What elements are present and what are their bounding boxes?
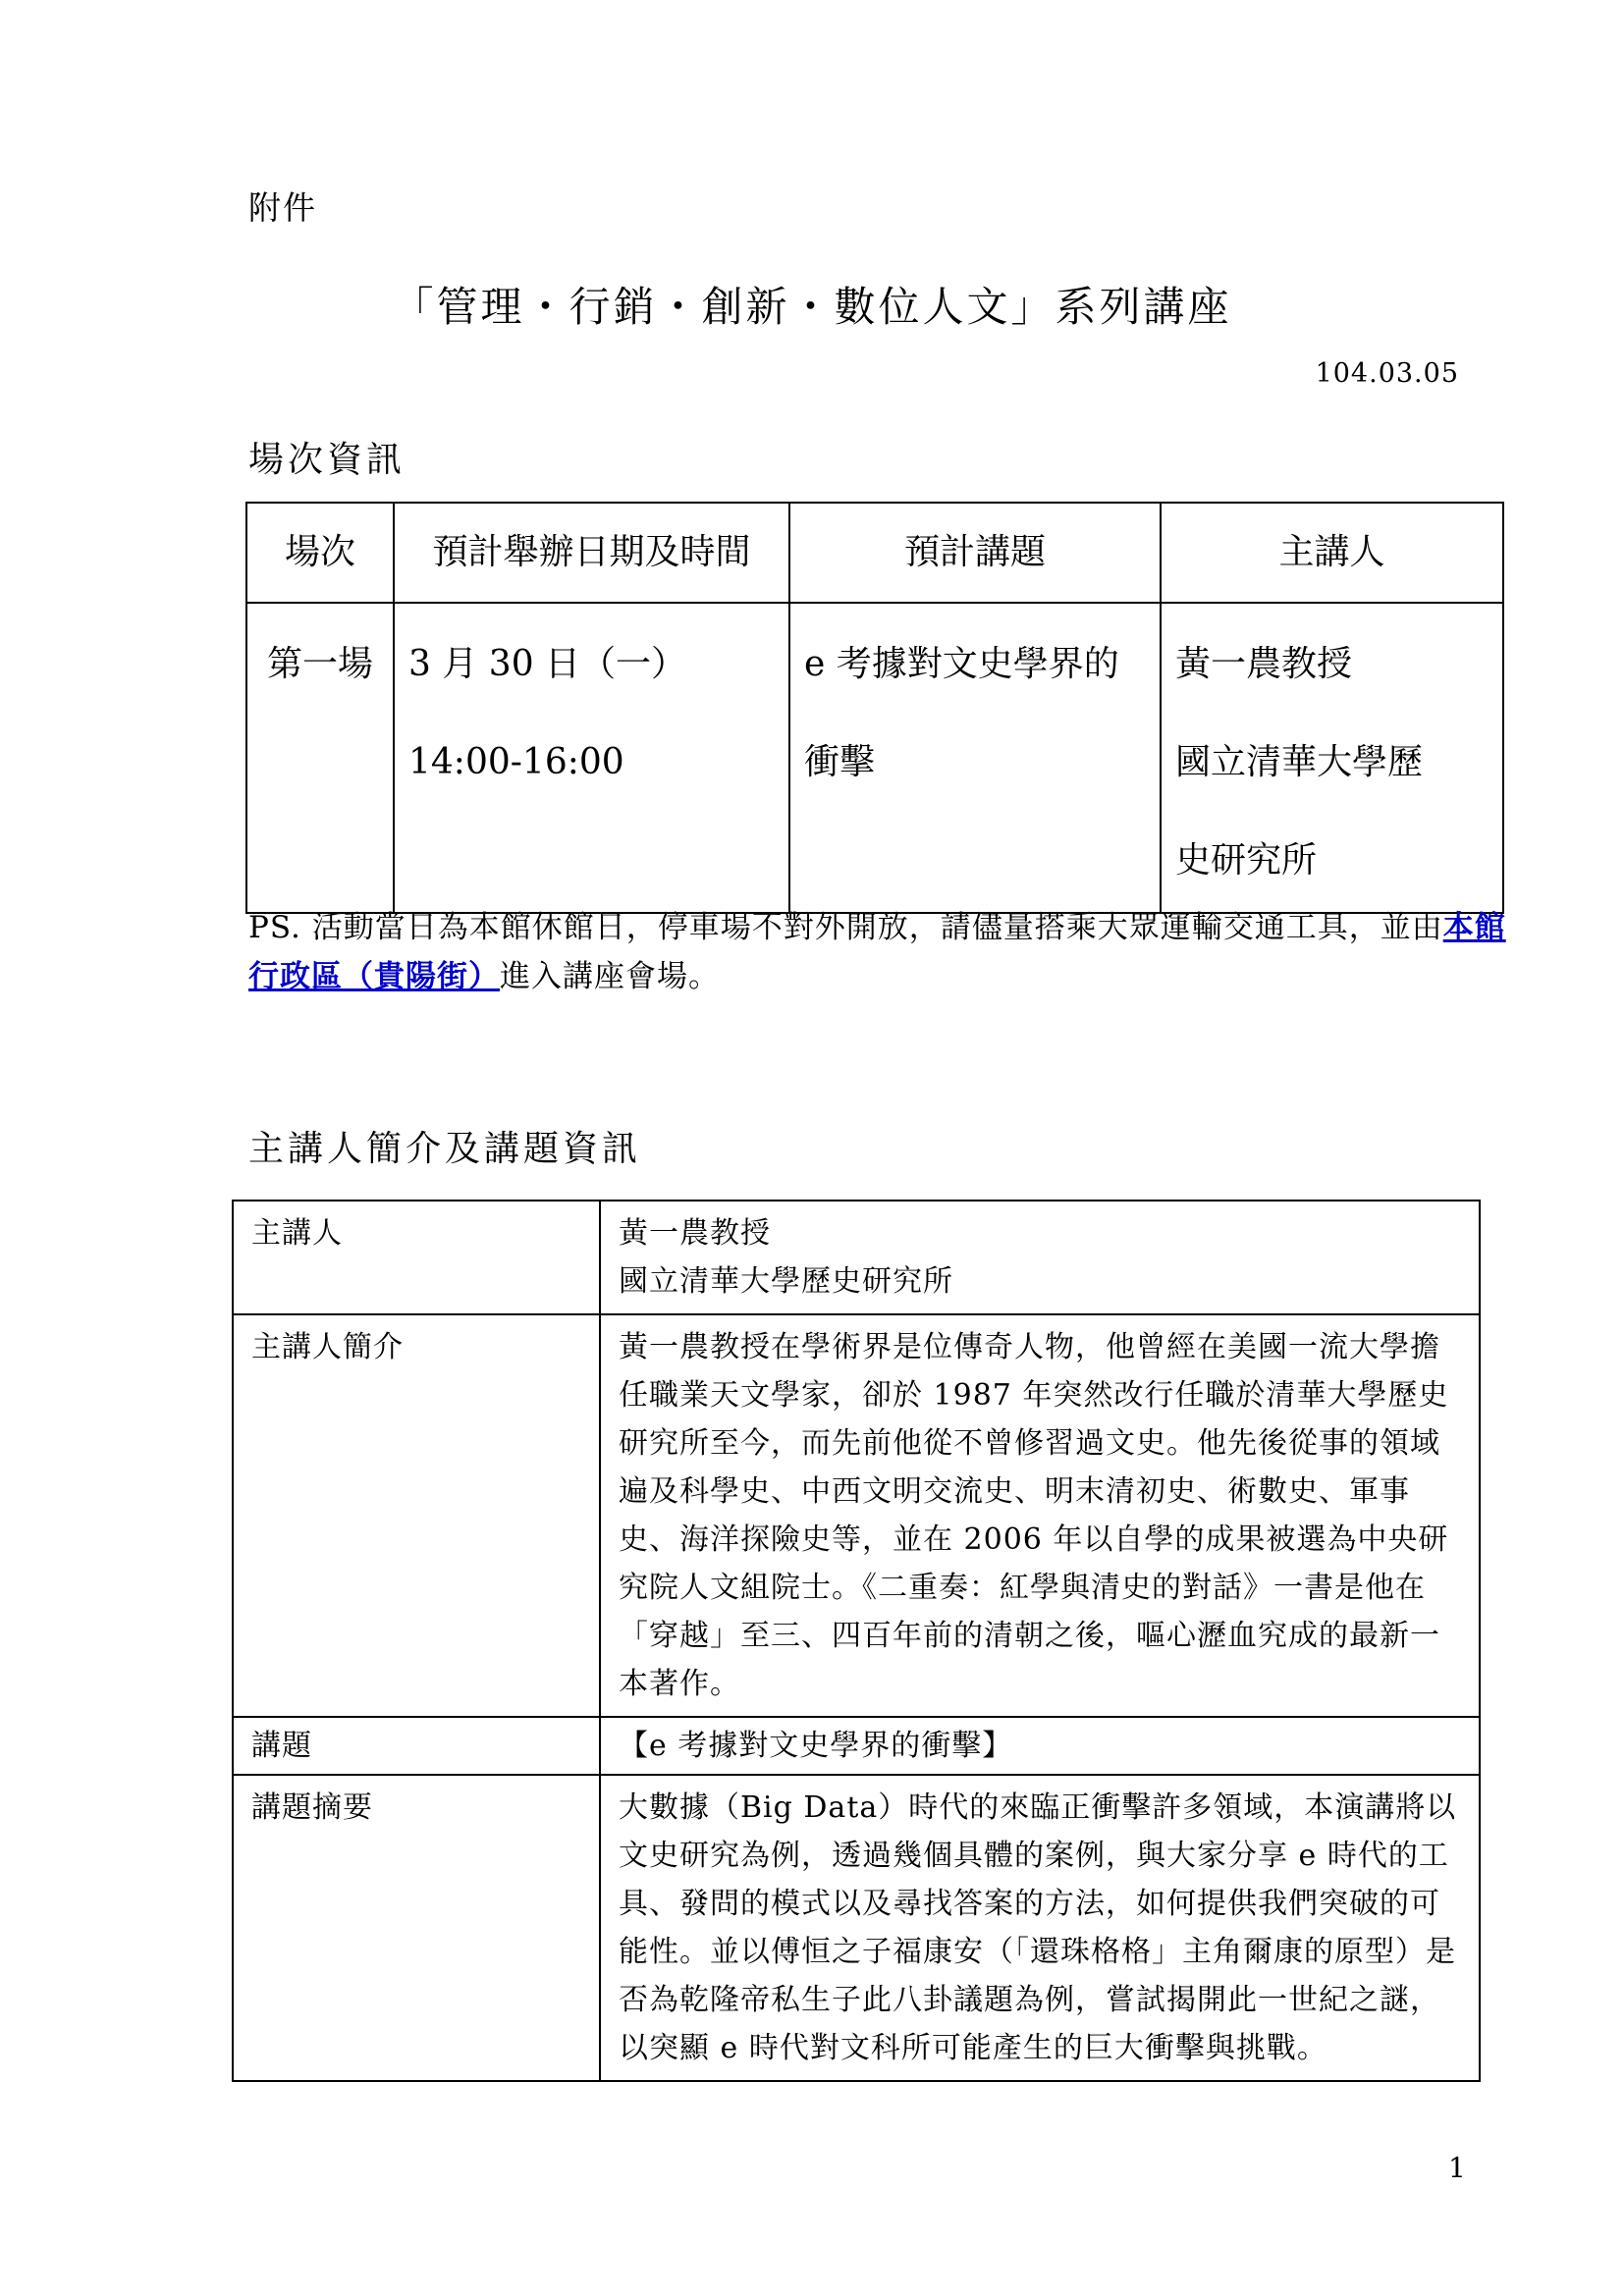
session-table-header-row xyxy=(246,503,1503,603)
session-table-row xyxy=(246,603,1503,913)
speaker-value xyxy=(600,1201,1480,1314)
abstract-label: 講題摘要 xyxy=(233,1775,600,2081)
header-date-time: 預計舉辦日期及時間 xyxy=(394,503,789,603)
topic-line-1: e 考據對文史學界的 xyxy=(804,644,1119,684)
session-info-heading: 場次資訊 xyxy=(248,440,406,480)
abstract-text: 大數據（Big Data）時代的來臨正衝擊許多領域，本演講將以文史研究為例，透過幾個具體的案例，與大家分享 e 時代的工具、發問的模式以及尋找答案的方法，如何提供我們突破的可能性。並以傅恒之子福康安（「還珠格格」主角爾康的原型）是否為乾隆帝私生子此八卦議題為例，嘗試揭開此一世紀之謎，以突顯 e 時代對文科所可能產生的巨大衝擊與挑戰。 xyxy=(600,1775,1480,2081)
speaker-row xyxy=(233,1201,1480,1314)
speaker-info-heading: 主講人簡介及講題資訊 xyxy=(248,1129,642,1169)
attachment-label: 附件 xyxy=(248,188,317,227)
topic-text: 【e 考據對文史學界的衝擊】 xyxy=(600,1717,1480,1775)
speaker-info-table xyxy=(232,1200,1481,2082)
speaker-name: 黃一農教授 xyxy=(619,1216,771,1251)
page-number: 1 xyxy=(1448,2152,1466,2184)
speaker-line-1: 黃一農教授 xyxy=(1175,644,1353,684)
bio-text: 黃一農教授在學術界是位傳奇人物，他曾經在美國一流大學擔任職業天文學家，卻於 1987 年突然改行任職於清華大學歷史研究所至今，而先前他從不曾修習過文史。他先後從事的領域遍及科學史、中西文明交流史、明末清初史、術數史、軍事史、海洋探險史等，並在 2006 年以自學的成果被選為中央研究院人文組院士。《二重奏：紅學與清史的對話》一書是他在「穿越」至三、四百年前的清朝之後，嘔心瀝血究成的最新一本著作。 xyxy=(600,1314,1480,1717)
speaker-label: 主講人 xyxy=(233,1201,600,1314)
header-session: 場次 xyxy=(246,503,394,603)
cell-date-time xyxy=(394,603,789,913)
session-time: 14:00-16:00 xyxy=(408,742,624,782)
document-date: 104.03.05 xyxy=(1315,358,1459,389)
header-topic: 預計講題 xyxy=(789,503,1161,603)
cell-topic xyxy=(789,603,1161,913)
bio-row xyxy=(233,1314,1480,1717)
session-date: 3 月 30 日（一） xyxy=(408,644,687,684)
topic-label: 講題 xyxy=(233,1717,600,1775)
session-table xyxy=(245,502,1504,914)
speaker-line-2: 國立清華大學歷 xyxy=(1175,742,1424,782)
document-title: 「管理・行銷・創新・數位人文」系列講座 xyxy=(392,283,1232,331)
topic-line-2: 衝擊 xyxy=(804,742,876,782)
speaker-line-3: 史研究所 xyxy=(1175,840,1318,881)
bio-label: 主講人簡介 xyxy=(233,1314,600,1717)
ps-note-suffix: 進入講座會場。 xyxy=(500,959,720,994)
cell-session xyxy=(246,603,394,913)
topic-row xyxy=(233,1717,1480,1775)
venue-entrance-link[interactable]: 本館行政區（貴陽街） xyxy=(248,910,1506,994)
ps-note xyxy=(248,903,1515,1001)
session-number: 第一場 xyxy=(266,644,373,684)
abstract-row xyxy=(233,1775,1480,2081)
speaker-affiliation: 國立清華大學歷史研究所 xyxy=(619,1264,953,1299)
ps-note-prefix: PS. 活動當日為本館休館日，停車場不對外開放，請儘量搭乘大眾運輸交通工具，並由 xyxy=(248,910,1443,945)
cell-speaker xyxy=(1161,603,1503,913)
header-speaker: 主講人 xyxy=(1161,503,1503,603)
